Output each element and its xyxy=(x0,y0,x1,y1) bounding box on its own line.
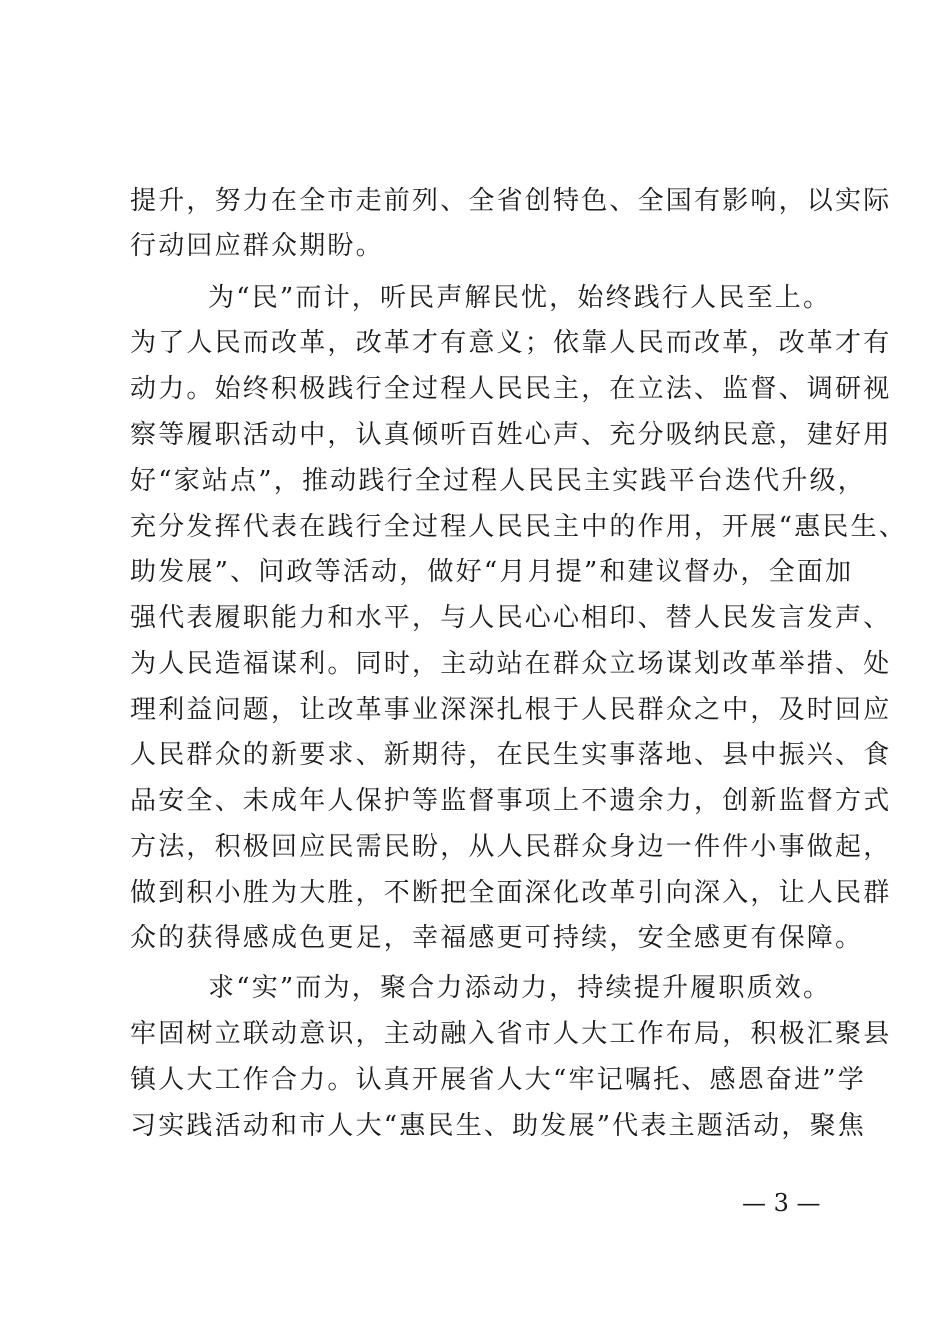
text-line: 为人民造福谋利。同时，主动站在群众立场谋划改革举措、处 xyxy=(130,649,892,679)
text-line: 充分发挥代表在践行全过程人民民主中的作用，开展“惠民生、 xyxy=(130,512,907,542)
text-line: 镇人大工作合力。认真开展省人大“牢记嘱托、感恩奋进”学 xyxy=(130,1065,866,1095)
text-line: 做到积小胜为大胜，不断把全面深化改革引向深入，让人民群 xyxy=(130,878,892,908)
text-line: 理利益问题，让改革事业深深扎根于人民群众之中，及时回应 xyxy=(130,695,892,725)
text-line: 方法，积极回应民需民盼，从人民群众身边一件件小事做起， xyxy=(130,832,892,862)
text-line: 行动回应群众期盼。 xyxy=(130,231,384,261)
text-line: 众的获得感成色更足，幸福感更可持续，安全感更有保障。 xyxy=(130,923,864,953)
text-line: 强代表履职能力和水平，与人民心心相印、替人民发言发声、 xyxy=(130,603,892,633)
text-line: 助发展”、问政等活动，做好“月月提”和建议督办，全面加 xyxy=(130,557,854,587)
text-line: 提升，努力在全市走前列、全省创特色、全国有影响，以实际 xyxy=(130,186,892,216)
text-line: 动力。始终积极践行全过程人民民主，在立法、监督、调研视 xyxy=(130,374,892,404)
text-line: 察等履职活动中，认真倾听百姓心声、充分吸纳民意，建好用 xyxy=(130,420,892,450)
page-number: — 3 — xyxy=(742,1189,821,1217)
text-line: 为了人民而改革，改革才有意义；依靠人民而改革，改革才有 xyxy=(130,328,892,358)
text-line: 人民群众的新要求、新期待，在民生实事落地、县中振兴、食 xyxy=(130,740,892,770)
text-line: 习实践活动和市人大“惠民生、助发展”代表主题活动，聚焦 xyxy=(130,1111,866,1141)
text-line: 牢固树立联动意识，主动融入省市人大工作布局，积极汇聚县 xyxy=(130,1019,892,1049)
paragraph-heading-line: 求“实”而为，聚合力添动力，持续提升履职质效。 xyxy=(208,973,832,1003)
paragraph-heading-line: 为“民”而计，听民声解民忧，始终践行人民至上。 xyxy=(208,283,832,313)
text-line: 品安全、未成年人保护等监督事项上不遗余力，创新监督方式 xyxy=(130,786,892,816)
text-line: 好“家站点”，推动践行全过程人民民主实践平台迭代升级， xyxy=(130,466,866,496)
